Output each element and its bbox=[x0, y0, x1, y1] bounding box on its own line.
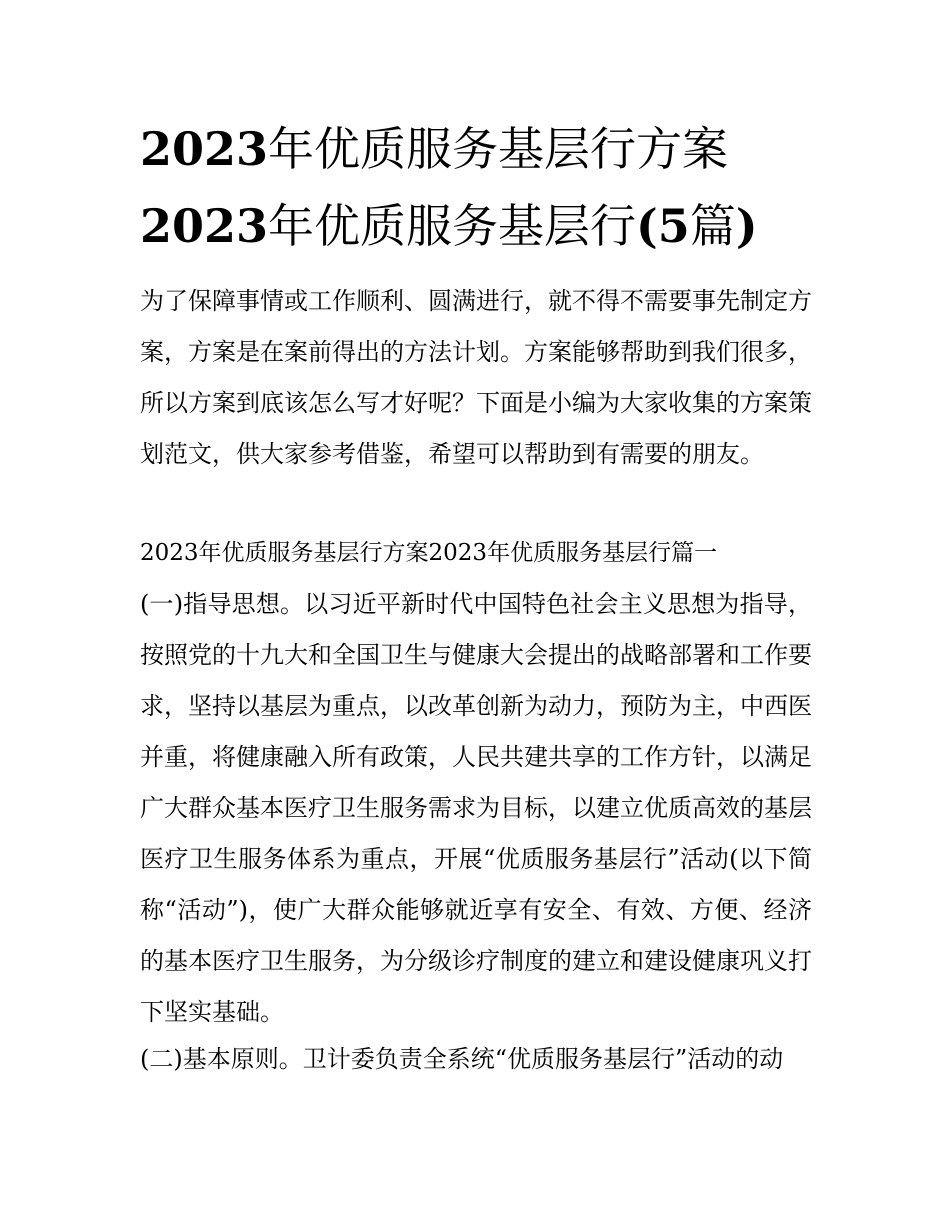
paragraph-basic-principles: (二)基本原则。卫计委负责全系统“优质服务基层行”活动的动 bbox=[140, 1045, 784, 1073]
title-count-open: (5 bbox=[636, 199, 690, 253]
document-title-line-2 bbox=[140, 197, 840, 255]
intro-paragraph: 为了保障事情或工作顺利、圆满进行，就不得不需要事先制定方案，方案是在案前得出的方法计划。方案能够帮助到我们很多，所以方案到底该怎么写才好呢？下面是小编为大家收集的方案策划范文，供大家参考借鉴，希望可以帮助到有需要的朋友。 bbox=[140, 287, 812, 468]
title-text: 年优质服务基层行方案 bbox=[268, 122, 729, 176]
paragraph-guiding-thought: (一)指导思想。以习近平新时代中国特色社会主义思想为指导，按照党的十九大和全国卫生与健康大会提出的战略部署和工作要求，坚持以基层为重点，以改革创新为动力，预防为主，中西医并重，将健康融入所有政策，人民共建共享的工作方针，以满足广大群众基本医疗卫生服务需求为目标，以建立优质高效的基层医疗卫生服务体系为重点，开展“优质服务基层行”活动(以下简称“活动”)，使广大群众能够就近享有安全、有效、方便、经济的基本医疗卫生服务，为分级诊疗制度的建立和建设健康巩义打下坚实基础。 bbox=[140, 590, 812, 1026]
title-count-unit: 篇 bbox=[689, 199, 736, 253]
title-count-close: ) bbox=[735, 199, 758, 253]
title-year: 2023 bbox=[140, 199, 269, 253]
title-text: 年优质服务基层行 bbox=[268, 199, 637, 253]
title-year: 2023 bbox=[140, 122, 269, 176]
document-title-line-1 bbox=[140, 120, 840, 178]
section-heading: 2023年优质服务基层行方案2023年优质服务基层行篇一 bbox=[140, 540, 718, 566]
